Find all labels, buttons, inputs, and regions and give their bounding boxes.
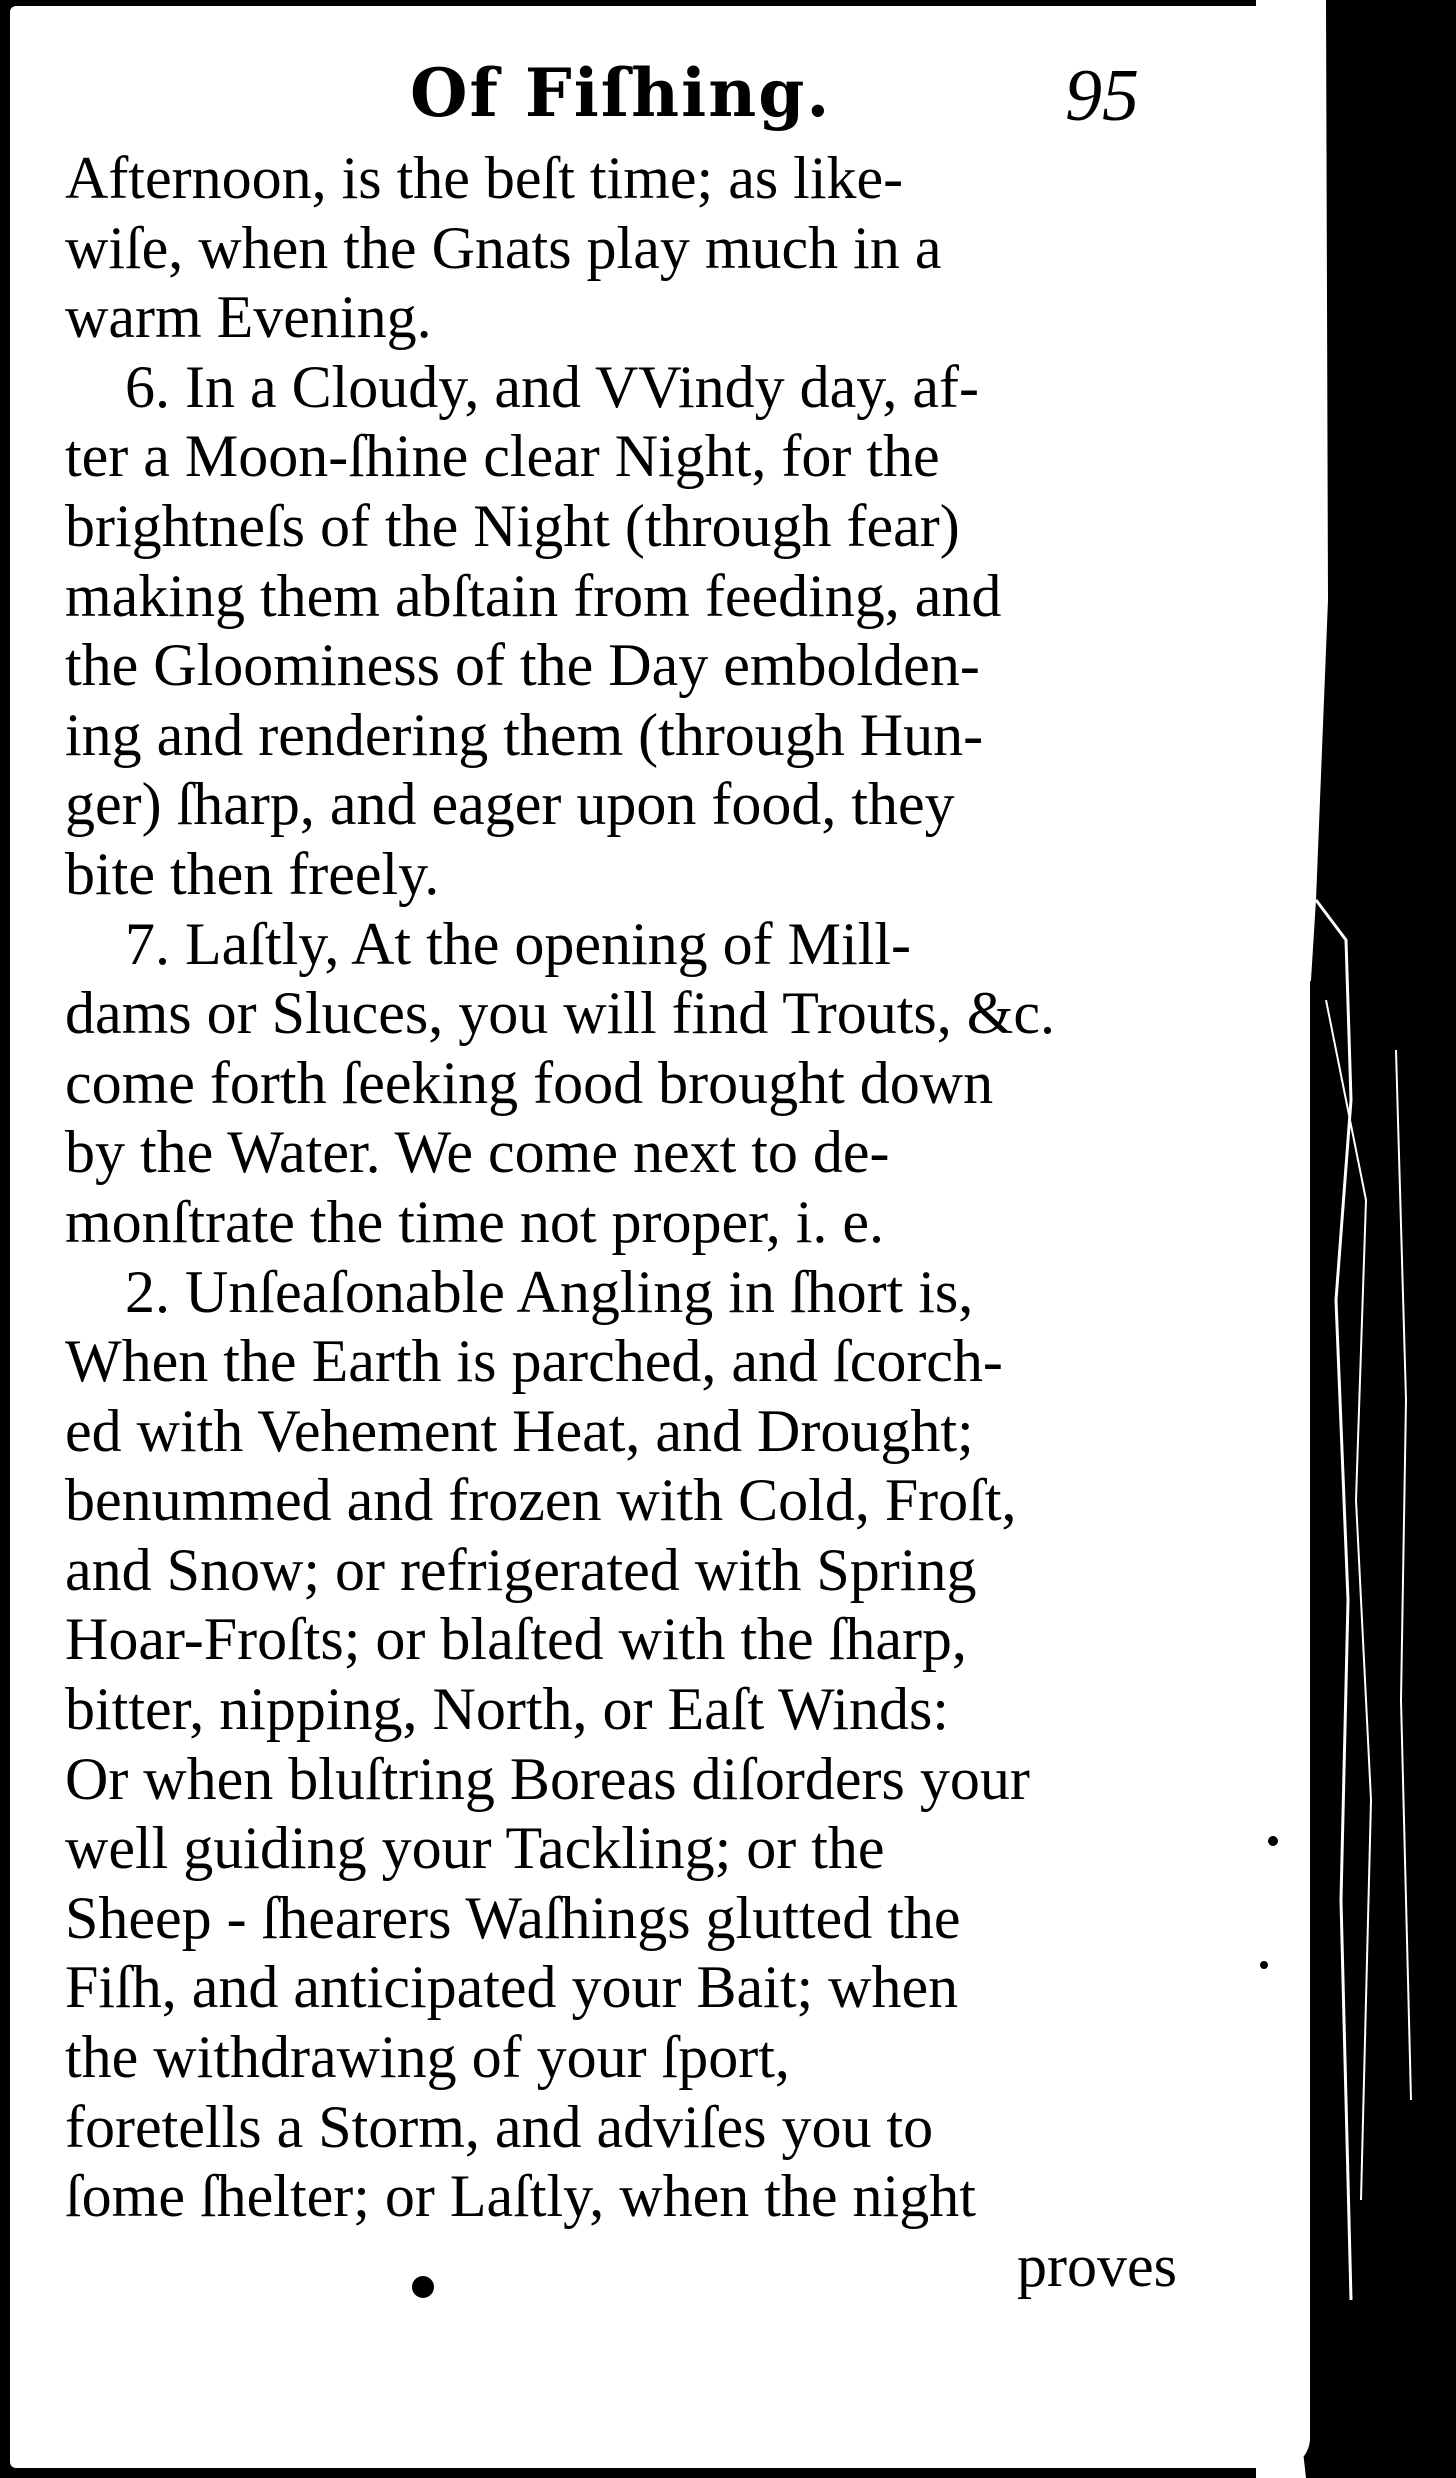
text-line: monſtrate the time not proper, i. e.	[65, 1188, 885, 1255]
text-line: Hoar-Froſts; or blaſted with the ſharp,	[65, 1606, 967, 1673]
text-line: come forth ſeeking food brought down	[65, 1049, 994, 1116]
text-line: 2. Unſeaſonable Angling in ſhort is,	[125, 1258, 974, 1325]
text-line: ſome ſhelter; or Laſtly, when the night	[65, 2163, 976, 2230]
text-line: wiſe, when the Gnats play much in a	[65, 214, 942, 281]
ink-speck	[412, 2276, 434, 2298]
text-line: ed with Vehement Heat, and Drought;	[65, 1397, 974, 1464]
body-text	[65, 144, 1177, 2301]
text-line: bite then freely.	[65, 840, 440, 907]
text-line: 7. Laſtly, At the opening of Mill-	[125, 910, 912, 977]
page-number: 95	[1065, 55, 1139, 137]
ink-speck	[1268, 1836, 1278, 1846]
text-line: brightneſs of the Night (through fear)	[65, 492, 960, 559]
text-line: foretells a Storm, and adviſes you to	[65, 2093, 934, 2160]
text-line: warm Evening.	[65, 284, 432, 351]
text-line: the Gloominess of the Day embolden-	[65, 632, 980, 699]
catchword: proves	[1017, 2232, 1177, 2299]
text-line: When the Earth is parched, and ſcorch-	[65, 1328, 1003, 1395]
page-header	[10, 36, 1170, 156]
text-line: well guiding your Tackling; or the	[65, 1815, 885, 1882]
text-line: by the Water. We come next to de-	[65, 1119, 890, 1186]
text-line: and Snow; or refrigerated with Spring	[65, 1536, 977, 1603]
text-line: Sheep - ſhearers Waſhings glutted the	[65, 1884, 961, 1951]
text-line: dams or Sluces, you will find Trouts, &c.	[65, 980, 1056, 1047]
text-line: bitter, nipping, North, or Eaſt Winds:	[65, 1676, 949, 1743]
text-line: ger) ſharp, and eager upon food, they	[65, 771, 955, 838]
text-line: the withdrawing of your ſport,	[65, 2024, 790, 2091]
text-line: Or when bluſtring Boreas diſorders your	[65, 1745, 1030, 1812]
text-line: 6. In a Cloudy, and VVindy day, af-	[125, 353, 980, 420]
text-line: making them abſtain from feeding, and	[65, 562, 1002, 629]
book-page	[10, 6, 1310, 2468]
text-line: ing and rendering them (through Hun-	[65, 701, 984, 768]
ink-speck	[1260, 1961, 1268, 1969]
text-line: ter a Moon-ſhine clear Night, for the	[65, 423, 940, 490]
text-line: Afternoon, is the beſt time; as like-	[65, 145, 904, 211]
text-line: Fiſh, and anticipated your Bait; when	[65, 1954, 959, 2021]
running-head: Of Fiſhing.	[410, 54, 832, 132]
text-line: benummed and frozen with Cold, Froſt,	[65, 1467, 1017, 1534]
